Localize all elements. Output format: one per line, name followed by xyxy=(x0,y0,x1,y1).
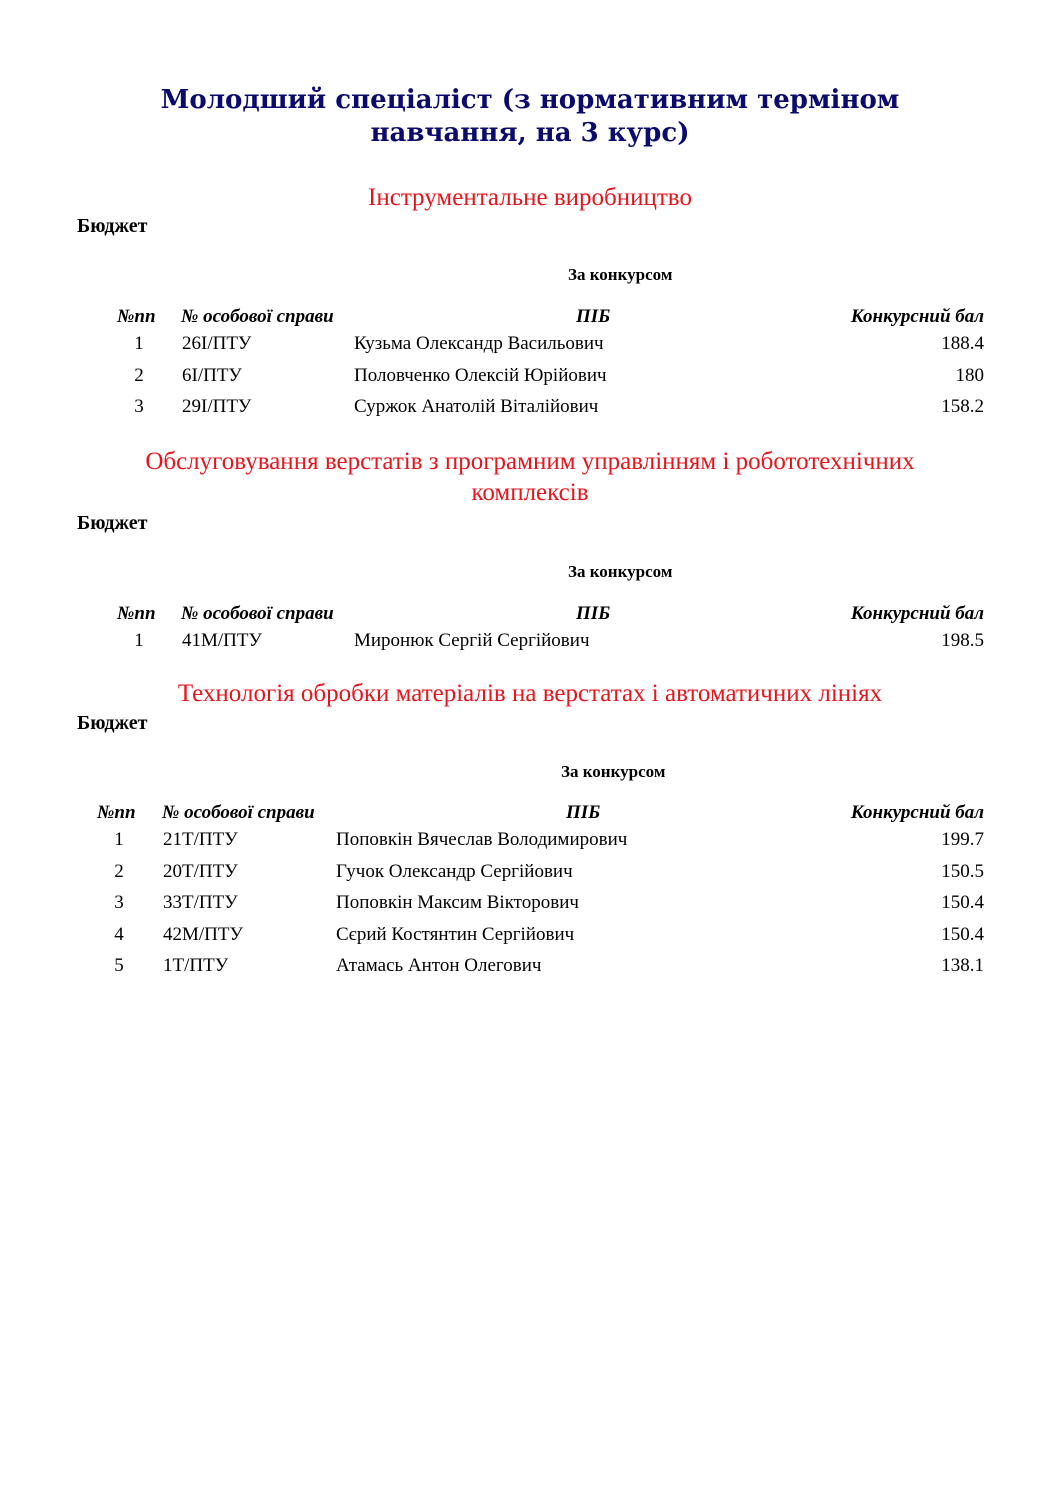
row-score: 158.2 xyxy=(941,396,984,417)
row-case: 29І/ПТУ xyxy=(182,396,252,417)
header-case: № особової справи xyxy=(162,802,315,823)
competition-label: За конкурсом xyxy=(568,562,673,581)
row-case: 6І/ПТУ xyxy=(182,365,242,386)
budget-label: Бюджет xyxy=(77,512,148,534)
header-num: №пп xyxy=(97,802,136,823)
row-num: 5 xyxy=(114,955,124,976)
header-score: Конкурсний бал xyxy=(850,802,984,823)
row-num: 4 xyxy=(114,924,124,945)
row-case: 33Т/ПТУ xyxy=(163,892,238,913)
row-case: 42М/ПТУ xyxy=(163,924,243,945)
section-title xyxy=(60,678,1000,709)
row-name: Атамась Антон Олегович xyxy=(336,955,542,976)
row-name: Сєрий Костянтин Сергійович xyxy=(336,924,575,945)
page-title xyxy=(0,84,1060,150)
row-num: 1 xyxy=(134,333,144,354)
row-score: 150.4 xyxy=(941,924,984,945)
row-score: 198.5 xyxy=(941,630,984,651)
header-name: ПІБ xyxy=(566,802,601,823)
row-num: 1 xyxy=(114,829,124,850)
competition-label: За конкурсом xyxy=(561,762,666,781)
row-score: 188.4 xyxy=(941,333,984,354)
budget-label: Бюджет xyxy=(77,215,148,237)
row-num: 2 xyxy=(134,365,144,386)
header-case: № особової справи xyxy=(181,306,334,327)
row-num: 3 xyxy=(134,396,144,417)
section-title xyxy=(60,182,1000,213)
row-score: 150.5 xyxy=(941,861,984,882)
section-title-line: Інструментальне виробництво xyxy=(368,184,692,211)
competition-label: За конкурсом xyxy=(568,265,673,284)
row-name: Поповкін Вячеслав Володимирович xyxy=(336,829,628,850)
row-name: Кузьма Олександр Васильович xyxy=(354,333,604,354)
row-case: 41М/ПТУ xyxy=(182,630,262,651)
page-title-line1: Молодший спеціаліст (з нормативним терміном xyxy=(160,85,900,115)
row-num: 3 xyxy=(114,892,124,913)
row-name: Гучок Олександр Сергійович xyxy=(336,861,573,882)
budget-label: Бюджет xyxy=(77,712,148,734)
section-title-line: комплексів xyxy=(471,479,589,506)
header-name: ПІБ xyxy=(576,603,611,624)
page-title-line2: навчання, на 3 курс) xyxy=(370,118,690,148)
row-case: 21Т/ПТУ xyxy=(163,829,238,850)
header-name: ПІБ xyxy=(576,306,611,327)
row-score: 199.7 xyxy=(941,829,984,850)
header-num: №пп xyxy=(117,603,156,624)
row-num: 1 xyxy=(134,630,144,651)
section-title-line: Обслуговування верстатів з програмним управлінням і робототехнічних xyxy=(145,448,915,475)
row-name: Суржок Анатолій Віталійович xyxy=(354,396,599,417)
row-case: 20Т/ПТУ xyxy=(163,861,238,882)
row-score: 138.1 xyxy=(941,955,984,976)
row-score: 150.4 xyxy=(941,892,984,913)
row-case: 1Т/ПТУ xyxy=(163,955,229,976)
header-case: № особової справи xyxy=(181,603,334,624)
row-name: Миронюк Сергій Сергійович xyxy=(354,630,590,651)
row-num: 2 xyxy=(114,861,124,882)
section-title-line: Технологія обробки матеріалів на верстатах і автоматичних лініях xyxy=(177,680,883,707)
row-name: Половченко Олексій Юрійович xyxy=(354,365,607,386)
section-title xyxy=(60,446,1000,508)
header-num: №пп xyxy=(117,306,156,327)
row-name: Поповкін Максим Вікторович xyxy=(336,892,579,913)
row-case: 26І/ПТУ xyxy=(182,333,252,354)
header-score: Конкурсний бал xyxy=(850,603,984,624)
header-score: Конкурсний бал xyxy=(850,306,984,327)
row-score: 180 xyxy=(955,365,984,386)
